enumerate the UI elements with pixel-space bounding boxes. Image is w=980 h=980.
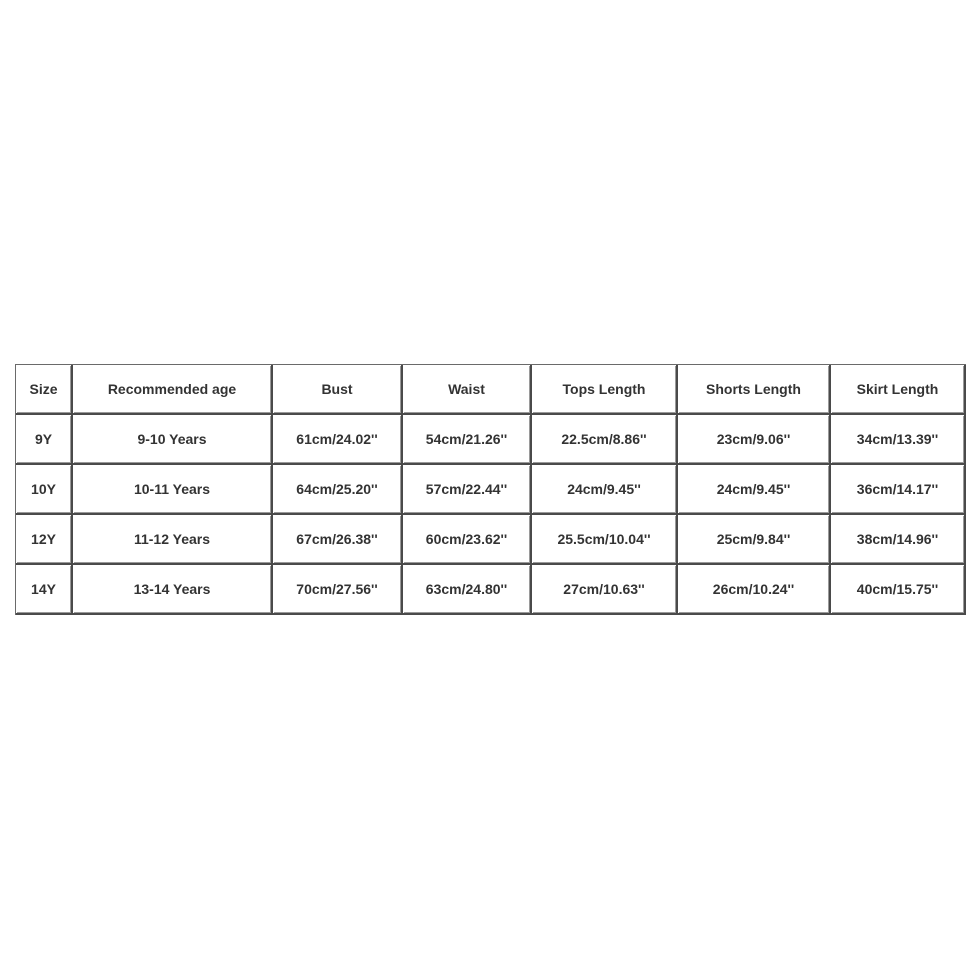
header-cell-size: Size (16, 365, 73, 415)
cell-skirt-length: 36cm/14.17'' (831, 465, 966, 515)
size-chart-table (15, 364, 966, 615)
cell-bust: 64cm/25.20'' (273, 465, 403, 515)
header-cell-bust: Bust (273, 365, 403, 415)
cell-size: 9Y (16, 415, 73, 465)
header-cell-shorts-length: Shorts Length (678, 365, 831, 415)
table-row (16, 415, 966, 465)
cell-shorts-length: 26cm/10.24'' (678, 565, 831, 615)
header-cell-skirt-length: Skirt Length (831, 365, 966, 415)
cell-tops-length: 24cm/9.45'' (532, 465, 678, 515)
cell-size: 14Y (16, 565, 73, 615)
cell-waist: 60cm/23.62'' (403, 515, 532, 565)
header-row (16, 365, 966, 415)
cell-bust: 67cm/26.38'' (273, 515, 403, 565)
cell-waist: 57cm/22.44'' (403, 465, 532, 515)
cell-size: 10Y (16, 465, 73, 515)
table-row (16, 515, 966, 565)
table-body (16, 415, 966, 615)
cell-size: 12Y (16, 515, 73, 565)
cell-tops-length: 25.5cm/10.04'' (532, 515, 678, 565)
table-row (16, 465, 966, 515)
cell-recommended-age: 11-12 Years (73, 515, 273, 565)
header-cell-waist: Waist (403, 365, 532, 415)
cell-waist: 54cm/21.26'' (403, 415, 532, 465)
table-header (16, 365, 966, 415)
header-cell-tops-length: Tops Length (532, 365, 678, 415)
cell-skirt-length: 38cm/14.96'' (831, 515, 966, 565)
cell-bust: 61cm/24.02'' (273, 415, 403, 465)
cell-shorts-length: 24cm/9.45'' (678, 465, 831, 515)
cell-recommended-age: 10-11 Years (73, 465, 273, 515)
table-row (16, 565, 966, 615)
cell-bust: 70cm/27.56'' (273, 565, 403, 615)
cell-recommended-age: 9-10 Years (73, 415, 273, 465)
cell-shorts-length: 25cm/9.84'' (678, 515, 831, 565)
cell-recommended-age: 13-14 Years (73, 565, 273, 615)
cell-shorts-length: 23cm/9.06'' (678, 415, 831, 465)
cell-waist: 63cm/24.80'' (403, 565, 532, 615)
header-cell-recommended-age: Recommended age (73, 365, 273, 415)
cell-tops-length: 27cm/10.63'' (532, 565, 678, 615)
cell-tops-length: 22.5cm/8.86'' (532, 415, 678, 465)
cell-skirt-length: 34cm/13.39'' (831, 415, 966, 465)
cell-skirt-length: 40cm/15.75'' (831, 565, 966, 615)
